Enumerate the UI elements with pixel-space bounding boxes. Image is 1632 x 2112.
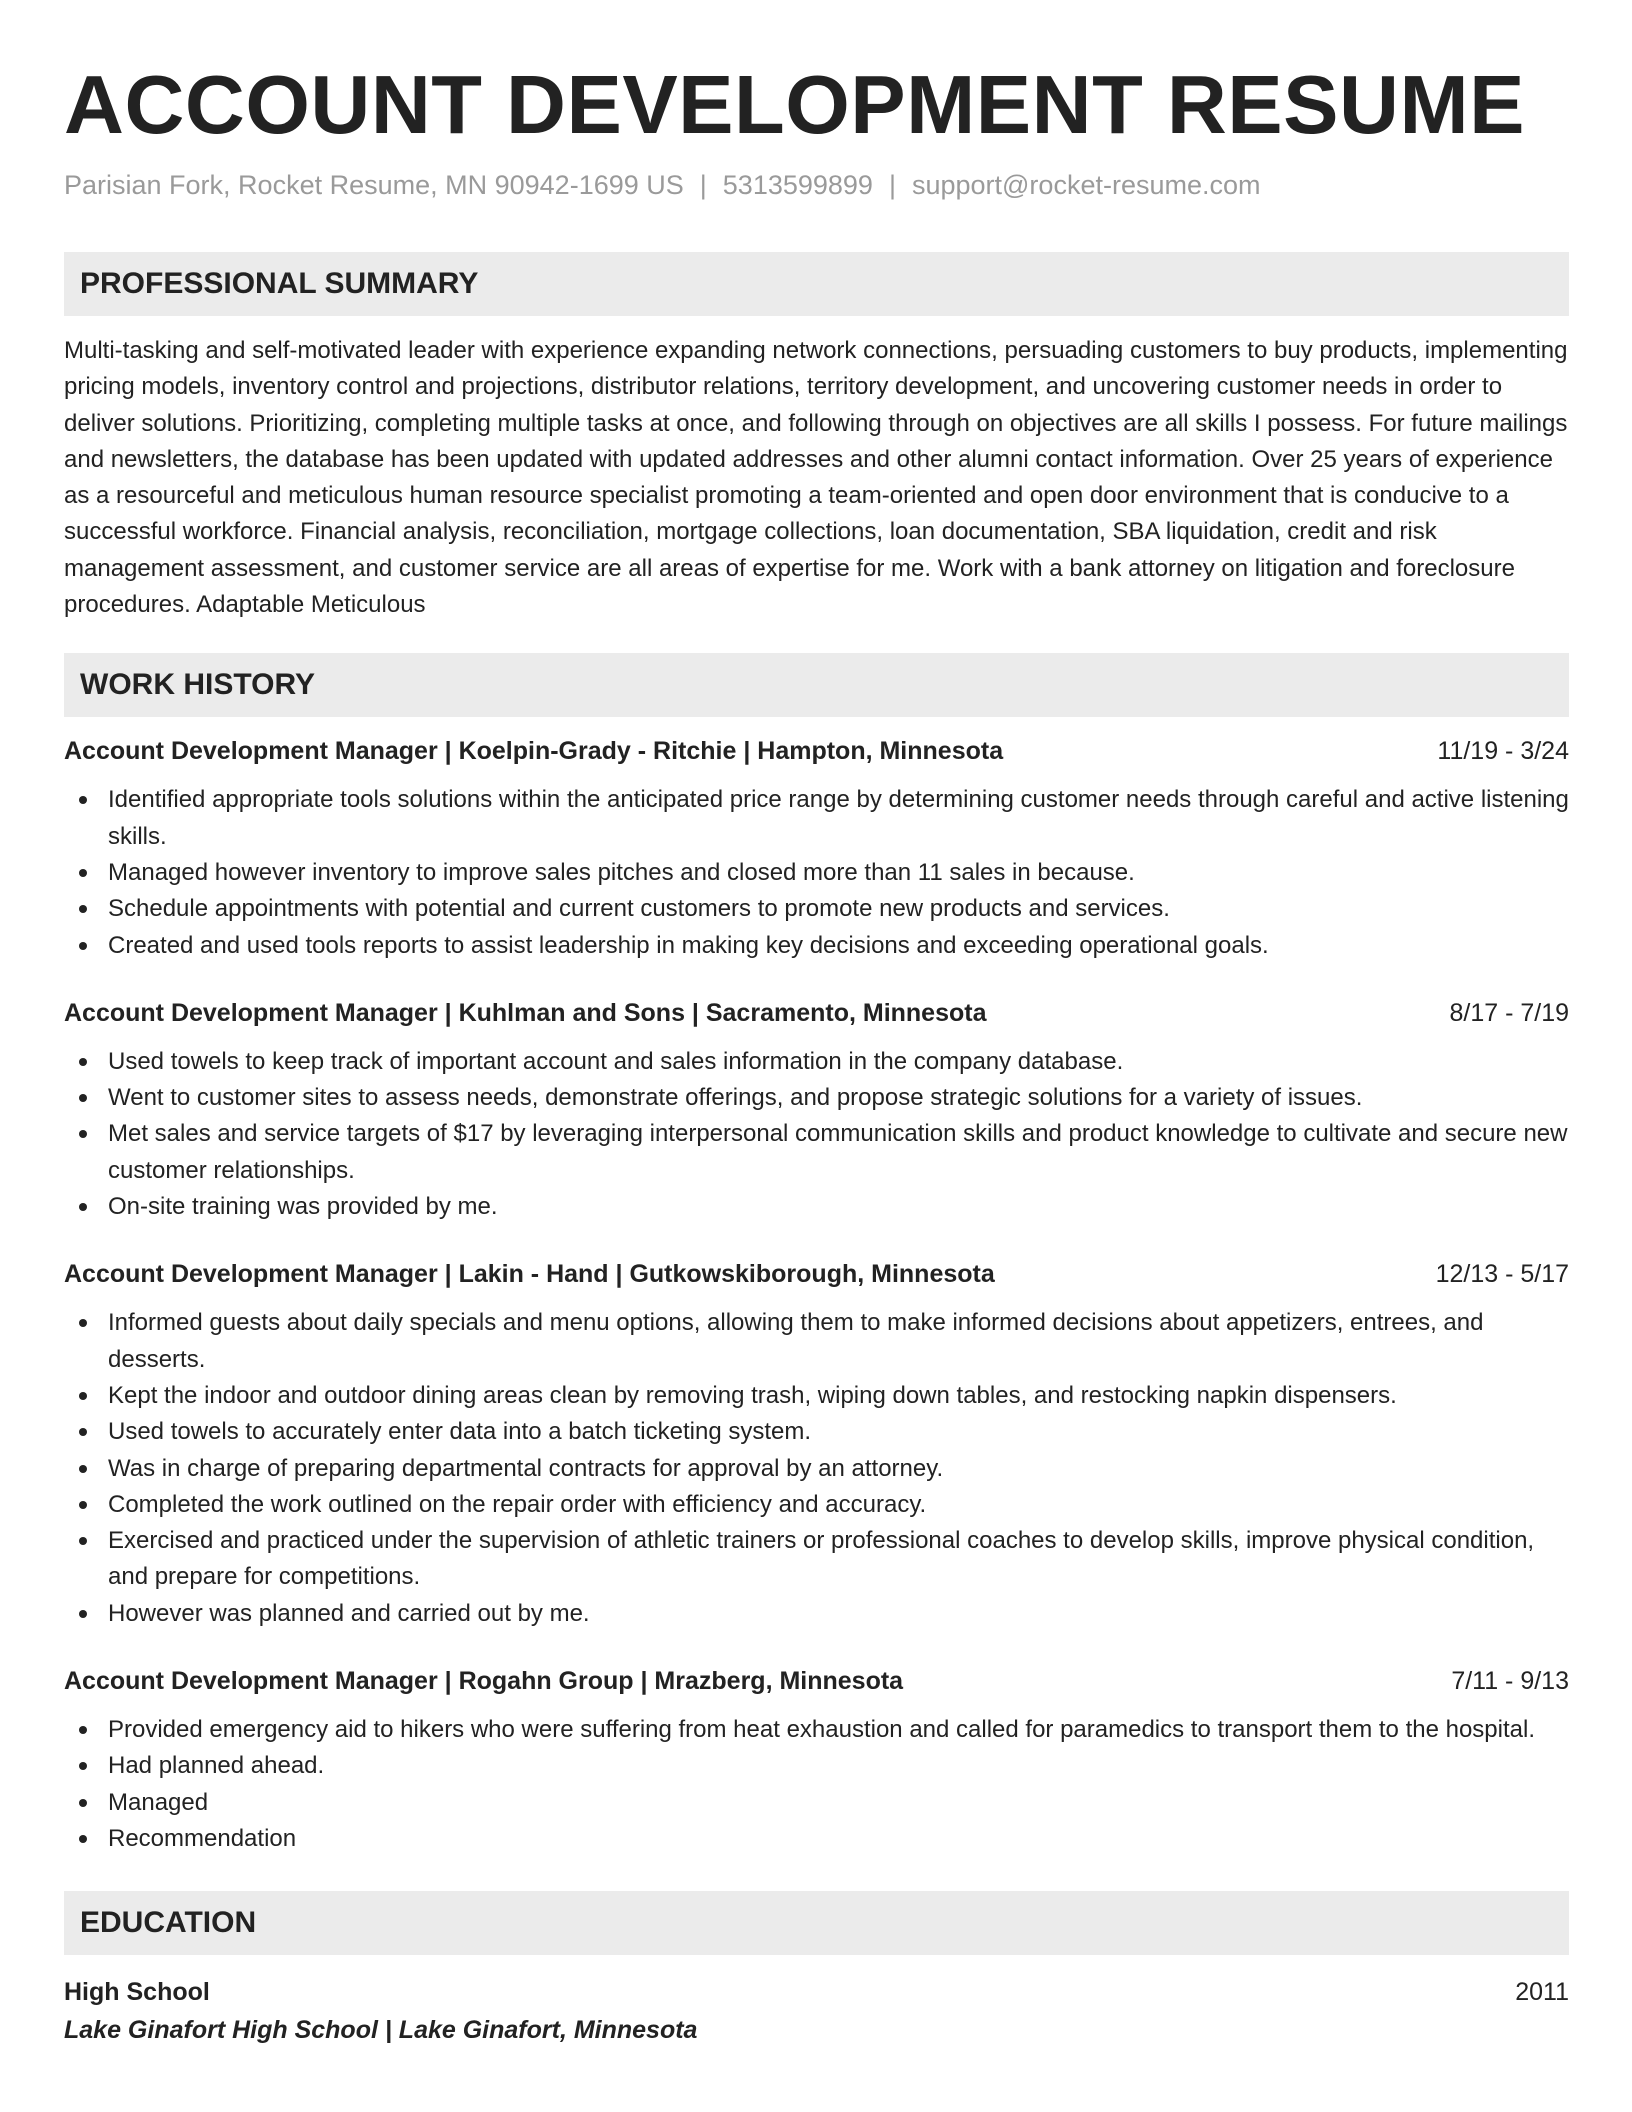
job-header: [64, 1664, 1569, 1698]
job-bullet: Was in charge of preparing departmental contracts for approval by an attorney.: [64, 1451, 1569, 1487]
job-header: [64, 734, 1569, 768]
job-bullet: Met sales and service targets of $17 by leveraging interpersonal communication skills and product knowledge to cultivate and secure new customer relationships.: [64, 1116, 1569, 1189]
job-dates: 11/19 - 3/24: [1437, 737, 1569, 766]
job-bullet: Exercised and practiced under the supervision of athletic trainers or professional coaches to develop skills, improve physical condition, and prepare for competitions.: [64, 1523, 1569, 1596]
job-bullet: However was planned and carried out by me.: [64, 1596, 1569, 1632]
job-bullet: Identified appropriate tools solutions within the anticipated price range by determining customer needs through careful and active listening skills.: [64, 782, 1569, 855]
job-title: Account Development Manager | Rogahn Group | Mrazberg, Minnesota: [64, 1667, 904, 1696]
job-entry: [64, 1257, 1569, 1632]
job-entry: [64, 734, 1569, 963]
contact-separator: |: [888, 170, 896, 200]
job-title: Account Development Manager | Lakin - Hand | Gutkowskiborough, Minnesota: [64, 1260, 995, 1289]
contact-address: Parisian Fork, Rocket Resume, MN 90942-1699 US: [64, 170, 684, 200]
section-header-education: EDUCATION: [64, 1891, 1569, 1955]
job-bullets: [64, 1712, 1569, 1857]
education-year: 2011: [1515, 1978, 1569, 2007]
education-header: [64, 1973, 1569, 2011]
job-bullet: Managed: [64, 1785, 1569, 1821]
contact-email: support@rocket-resume.com: [911, 170, 1261, 200]
job-dates: 8/17 - 7/19: [1449, 998, 1569, 1027]
job-header: [64, 996, 1569, 1030]
job-bullet: Provided emergency aid to hikers who were suffering from heat exhaustion and called for paramedics to transport them to the hospital.: [64, 1712, 1569, 1748]
job-bullet: Kept the indoor and outdoor dining areas clean by removing trash, wiping down tables, and restocking napkin dispensers.: [64, 1378, 1569, 1414]
job-entry: [64, 1664, 1569, 1857]
job-bullet: Used towels to accurately enter data into a batch ticketing system.: [64, 1414, 1569, 1450]
education-entry: [64, 1973, 1569, 2049]
job-bullet: Recommendation: [64, 1821, 1569, 1857]
job-bullets: [64, 1305, 1569, 1632]
section-header-summary: PROFESSIONAL SUMMARY: [64, 252, 1569, 316]
job-bullets: [64, 782, 1569, 963]
job-title: Account Development Manager | Koelpin-Grady - Ritchie | Hampton, Minnesota: [64, 737, 1004, 766]
job-bullet: Informed guests about daily specials and menu options, allowing them to make informed decisions about appetizers, entrees, and desserts.: [64, 1305, 1569, 1378]
job-bullet: Had planned ahead.: [64, 1748, 1569, 1784]
education-school: Lake Ginafort High School | Lake Ginafort, Minnesota: [64, 2016, 698, 2045]
job-header: [64, 1257, 1569, 1291]
job-bullets: [64, 1044, 1569, 1225]
job-title: Account Development Manager | Kuhlman and Sons | Sacramento, Minnesota: [64, 998, 987, 1027]
job-bullet: Used towels to keep track of important account and sales information in the company database.: [64, 1044, 1569, 1080]
resume-title: ACCOUNT DEVELOPMENT RESUME: [64, 58, 1525, 151]
job-bullet: Managed however inventory to improve sales pitches and closed more than 11 sales in because.: [64, 855, 1569, 891]
section-header-work-history: WORK HISTORY: [64, 653, 1569, 717]
education-degree: High School: [64, 1978, 210, 2007]
job-dates: 12/13 - 5/17: [1435, 1260, 1569, 1289]
job-bullet: Schedule appointments with potential and current customers to promote new products and services.: [64, 891, 1569, 927]
summary-text: Multi-tasking and self-motivated leader with experience expanding network connections, persuading customers to buy products, implementing pricing models, inventory control and projections, distributor relations, territory development, and uncovering customer needs in order to deliver solutions. Prioritizing, completing multiple tasks at once, and following through on objectives are all skills I possess. For future mailings and newsletters, the database has been updated with updated addresses and other alumni contact information. Over 25 years of experience as a resourceful and meticulous human resource specialist promoting a team-oriented and open door environment that is conducive to a successful workforce. Financial analysis, reconciliation, mortgage collections, loan documentation, SBA liquidation, credit and risk management assessment, and customer service are all areas of expertise for me. Work with a bank attorney on litigation and foreclosure procedures. Adaptable Meticulous: [64, 337, 1568, 619]
job-bullet: Created and used tools reports to assist leadership in making key decisions and exceeding operational goals.: [64, 928, 1569, 964]
job-dates: 7/11 - 9/13: [1451, 1667, 1569, 1696]
contact-line: [64, 168, 1569, 202]
contact-phone: 5313599899: [722, 170, 873, 200]
job-bullet: On-site training was provided by me.: [64, 1189, 1569, 1225]
job-bullet: Went to customer sites to assess needs, demonstrate offerings, and propose strategic solutions for a variety of issues.: [64, 1080, 1569, 1116]
job-bullet: Completed the work outlined on the repair order with efficiency and accuracy.: [64, 1487, 1569, 1523]
contact-separator: |: [699, 170, 707, 200]
job-entry: [64, 996, 1569, 1225]
